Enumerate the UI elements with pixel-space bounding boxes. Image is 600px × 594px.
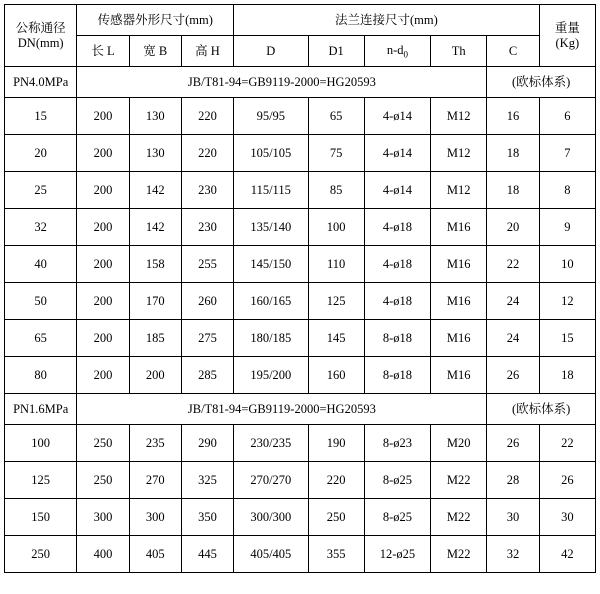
cell-th: M12 <box>431 135 487 172</box>
cell-th: M16 <box>431 209 487 246</box>
section-standard-label: JB/T81-94=GB9119-2000=HG20593 <box>77 67 487 98</box>
cell-weight: 42 <box>539 536 595 573</box>
cell-n-d0: 8-ø25 <box>364 462 430 499</box>
header-th: Th <box>431 36 487 67</box>
cell-c: 24 <box>487 320 539 357</box>
cell-width: 170 <box>129 283 181 320</box>
cell-d1: 250 <box>308 499 364 536</box>
header-weight-line2: (Kg) <box>555 35 580 50</box>
cell-dn: 15 <box>5 98 77 135</box>
cell-d: 105/105 <box>234 135 308 172</box>
cell-d1: 110 <box>308 246 364 283</box>
cell-d: 195/200 <box>234 357 308 394</box>
cell-weight: 22 <box>539 425 595 462</box>
cell-length: 400 <box>77 536 129 573</box>
cell-n-d0: 4-ø14 <box>364 135 430 172</box>
table-row <box>5 536 596 573</box>
cell-width: 200 <box>129 357 181 394</box>
cell-dn: 65 <box>5 320 77 357</box>
cell-dn: 150 <box>5 499 77 536</box>
cell-dn: 125 <box>5 462 77 499</box>
cell-c: 26 <box>487 357 539 394</box>
cell-dn: 250 <box>5 536 77 573</box>
table-row <box>5 172 596 209</box>
header-d1: D1 <box>308 36 364 67</box>
cell-d1: 100 <box>308 209 364 246</box>
cell-height: 290 <box>181 425 233 462</box>
cell-d: 180/185 <box>234 320 308 357</box>
cell-c: 32 <box>487 536 539 573</box>
table-header-top-row <box>5 5 596 36</box>
cell-c: 24 <box>487 283 539 320</box>
cell-n-d0: 4-ø18 <box>364 246 430 283</box>
cell-d1: 220 <box>308 462 364 499</box>
cell-th: M22 <box>431 499 487 536</box>
section-note-label: (欧标体系) <box>487 394 596 425</box>
cell-d: 95/95 <box>234 98 308 135</box>
cell-c: 16 <box>487 98 539 135</box>
table-row <box>5 320 596 357</box>
section-pn-label: PN4.0MPa <box>5 67 77 98</box>
header-n-d0-main: n-d <box>386 42 404 57</box>
table-row <box>5 462 596 499</box>
header-c: C <box>487 36 539 67</box>
header-weight <box>539 5 595 67</box>
cell-d1: 75 <box>308 135 364 172</box>
table-row <box>5 135 596 172</box>
cell-length: 200 <box>77 98 129 135</box>
cell-dn: 20 <box>5 135 77 172</box>
cell-c: 20 <box>487 209 539 246</box>
section-header-row <box>5 394 596 425</box>
cell-length: 200 <box>77 135 129 172</box>
cell-length: 200 <box>77 172 129 209</box>
cell-th: M22 <box>431 536 487 573</box>
cell-th: M16 <box>431 283 487 320</box>
cell-dn: 25 <box>5 172 77 209</box>
cell-width: 130 <box>129 135 181 172</box>
header-n-d0 <box>364 36 430 67</box>
cell-height: 255 <box>181 246 233 283</box>
table-row <box>5 499 596 536</box>
cell-c: 22 <box>487 246 539 283</box>
header-nominal-diameter <box>5 5 77 67</box>
cell-th: M16 <box>431 320 487 357</box>
cell-width: 158 <box>129 246 181 283</box>
cell-n-d0: 8-ø18 <box>364 320 430 357</box>
cell-d1: 145 <box>308 320 364 357</box>
cell-th: M22 <box>431 462 487 499</box>
cell-length: 200 <box>77 209 129 246</box>
cell-d1: 160 <box>308 357 364 394</box>
cell-weight: 7 <box>539 135 595 172</box>
cell-th: M16 <box>431 357 487 394</box>
cell-dn: 100 <box>5 425 77 462</box>
cell-height: 445 <box>181 536 233 573</box>
header-group-sensor: 传感器外形尺寸(mm) <box>77 5 234 36</box>
table-row <box>5 246 596 283</box>
cell-length: 200 <box>77 357 129 394</box>
cell-d: 145/150 <box>234 246 308 283</box>
cell-width: 142 <box>129 172 181 209</box>
table-row <box>5 209 596 246</box>
cell-height: 230 <box>181 172 233 209</box>
cell-d: 270/270 <box>234 462 308 499</box>
cell-weight: 15 <box>539 320 595 357</box>
cell-width: 130 <box>129 98 181 135</box>
cell-height: 220 <box>181 98 233 135</box>
cell-weight: 26 <box>539 462 595 499</box>
cell-width: 405 <box>129 536 181 573</box>
cell-height: 260 <box>181 283 233 320</box>
cell-d1: 65 <box>308 98 364 135</box>
cell-dn: 40 <box>5 246 77 283</box>
cell-height: 220 <box>181 135 233 172</box>
cell-d: 135/140 <box>234 209 308 246</box>
cell-th: M12 <box>431 98 487 135</box>
cell-dn: 80 <box>5 357 77 394</box>
header-length: 长 L <box>77 36 129 67</box>
cell-height: 350 <box>181 499 233 536</box>
cell-width: 300 <box>129 499 181 536</box>
cell-length: 200 <box>77 283 129 320</box>
cell-length: 200 <box>77 246 129 283</box>
header-dn-line1: 公称通径 <box>15 21 66 36</box>
cell-d: 160/165 <box>234 283 308 320</box>
header-dn-line2: DN(mm) <box>17 35 64 50</box>
table-header-sub-row <box>5 36 596 67</box>
cell-n-d0: 8-ø23 <box>364 425 430 462</box>
table-row <box>5 98 596 135</box>
cell-c: 28 <box>487 462 539 499</box>
section-header-row <box>5 67 596 98</box>
cell-length: 200 <box>77 320 129 357</box>
cell-weight: 8 <box>539 172 595 209</box>
cell-weight: 30 <box>539 499 595 536</box>
cell-d: 230/235 <box>234 425 308 462</box>
table-row <box>5 357 596 394</box>
header-group-flange: 法兰连接尺寸(mm) <box>234 5 540 36</box>
cell-weight: 12 <box>539 283 595 320</box>
cell-n-d0: 8-ø25 <box>364 499 430 536</box>
cell-th: M20 <box>431 425 487 462</box>
table-row <box>5 425 596 462</box>
cell-height: 325 <box>181 462 233 499</box>
cell-d1: 85 <box>308 172 364 209</box>
header-weight-line1: 重量 <box>554 21 580 36</box>
cell-c: 18 <box>487 172 539 209</box>
cell-d: 300/300 <box>234 499 308 536</box>
header-width: 宽 B <box>129 36 181 67</box>
cell-th: M16 <box>431 246 487 283</box>
cell-n-d0: 4-ø14 <box>364 98 430 135</box>
section-note-label: (欧标体系) <box>487 67 596 98</box>
cell-weight: 18 <box>539 357 595 394</box>
cell-d: 405/405 <box>234 536 308 573</box>
cell-d1: 355 <box>308 536 364 573</box>
cell-c: 30 <box>487 499 539 536</box>
cell-height: 285 <box>181 357 233 394</box>
cell-height: 275 <box>181 320 233 357</box>
cell-width: 185 <box>129 320 181 357</box>
cell-weight: 10 <box>539 246 595 283</box>
cell-length: 250 <box>77 425 129 462</box>
specification-table <box>4 4 596 573</box>
cell-d: 115/115 <box>234 172 308 209</box>
section-standard-label: JB/T81-94=GB9119-2000=HG20593 <box>77 394 487 425</box>
cell-dn: 32 <box>5 209 77 246</box>
header-height: 高 H <box>181 36 233 67</box>
cell-c: 18 <box>487 135 539 172</box>
spec-sheet <box>0 4 600 594</box>
cell-weight: 6 <box>539 98 595 135</box>
cell-th: M12 <box>431 172 487 209</box>
cell-dn: 50 <box>5 283 77 320</box>
cell-weight: 9 <box>539 209 595 246</box>
section-pn-label: PN1.6MPa <box>5 394 77 425</box>
cell-n-d0: 12-ø25 <box>364 536 430 573</box>
cell-n-d0: 8-ø18 <box>364 357 430 394</box>
cell-width: 142 <box>129 209 181 246</box>
header-d: D <box>234 36 308 67</box>
cell-n-d0: 4-ø18 <box>364 209 430 246</box>
table-row <box>5 283 596 320</box>
cell-d1: 190 <box>308 425 364 462</box>
cell-n-d0: 4-ø18 <box>364 283 430 320</box>
cell-width: 270 <box>129 462 181 499</box>
cell-c: 26 <box>487 425 539 462</box>
cell-length: 300 <box>77 499 129 536</box>
cell-n-d0: 4-ø14 <box>364 172 430 209</box>
cell-length: 250 <box>77 462 129 499</box>
cell-width: 235 <box>129 425 181 462</box>
header-n-d0-subscript: 0 <box>403 49 409 60</box>
cell-d1: 125 <box>308 283 364 320</box>
cell-height: 230 <box>181 209 233 246</box>
